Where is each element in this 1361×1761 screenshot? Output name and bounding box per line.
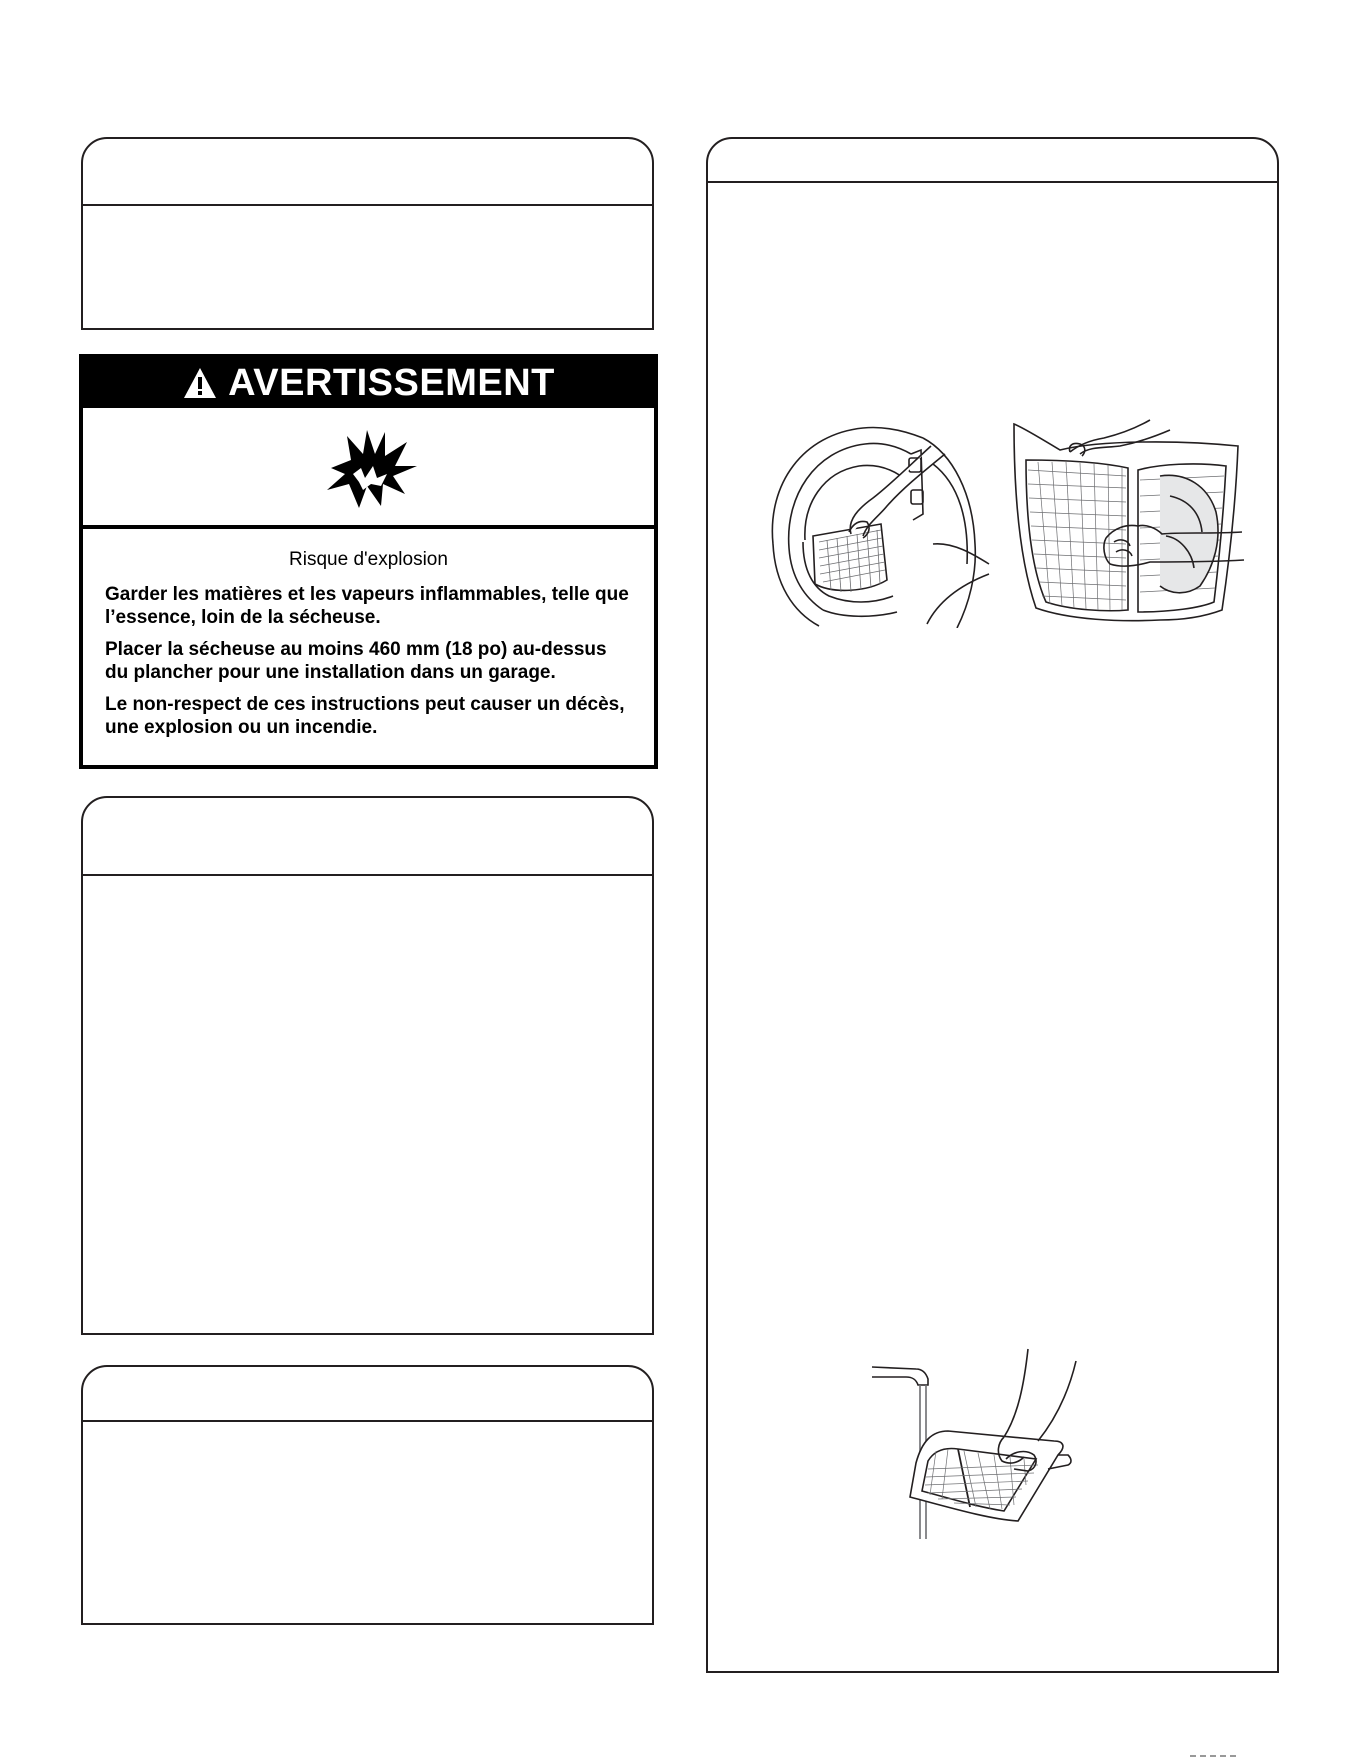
warning-paragraph: Placer la sécheuse au moins 460 mm (18 po) au-dessus du plancher pour une installation dans un garage.: [105, 638, 607, 683]
lint-screen-rinsing-icon: [868, 1345, 1090, 1540]
section-panel-bottom-left: [81, 1365, 654, 1625]
warning-box: [79, 354, 658, 769]
section-panel-header: [708, 139, 1277, 183]
warning-triangle-icon: [182, 366, 218, 400]
section-panel-header: [83, 798, 652, 876]
hazard-symbol-area: [83, 408, 654, 529]
lint-screen-cleaning-icon: [1010, 416, 1250, 628]
dryer-door-lint-screen-icon: [763, 424, 995, 628]
section-panel-middle-left: [81, 796, 654, 1335]
section-panel-header: [83, 139, 652, 206]
section-panel-header: [83, 1367, 652, 1422]
warning-header-bar: [83, 358, 654, 408]
explosion-icon: [323, 428, 419, 510]
warning-body: [83, 529, 654, 748]
warning-title: AVERTISSEMENT: [228, 362, 555, 404]
warning-paragraph: Le non-respect de ces instructions peut causer un décès, une explosion ou un incendie.: [105, 693, 625, 738]
warning-paragraph: Garder les matières et les vapeurs inflammables, telle que l’essence, loin de la sécheuse.: [105, 583, 629, 628]
page-footer-mark: [1190, 1755, 1236, 1760]
section-panel-top-left: [81, 137, 654, 330]
risk-title: Risque d'explosion: [289, 549, 448, 570]
